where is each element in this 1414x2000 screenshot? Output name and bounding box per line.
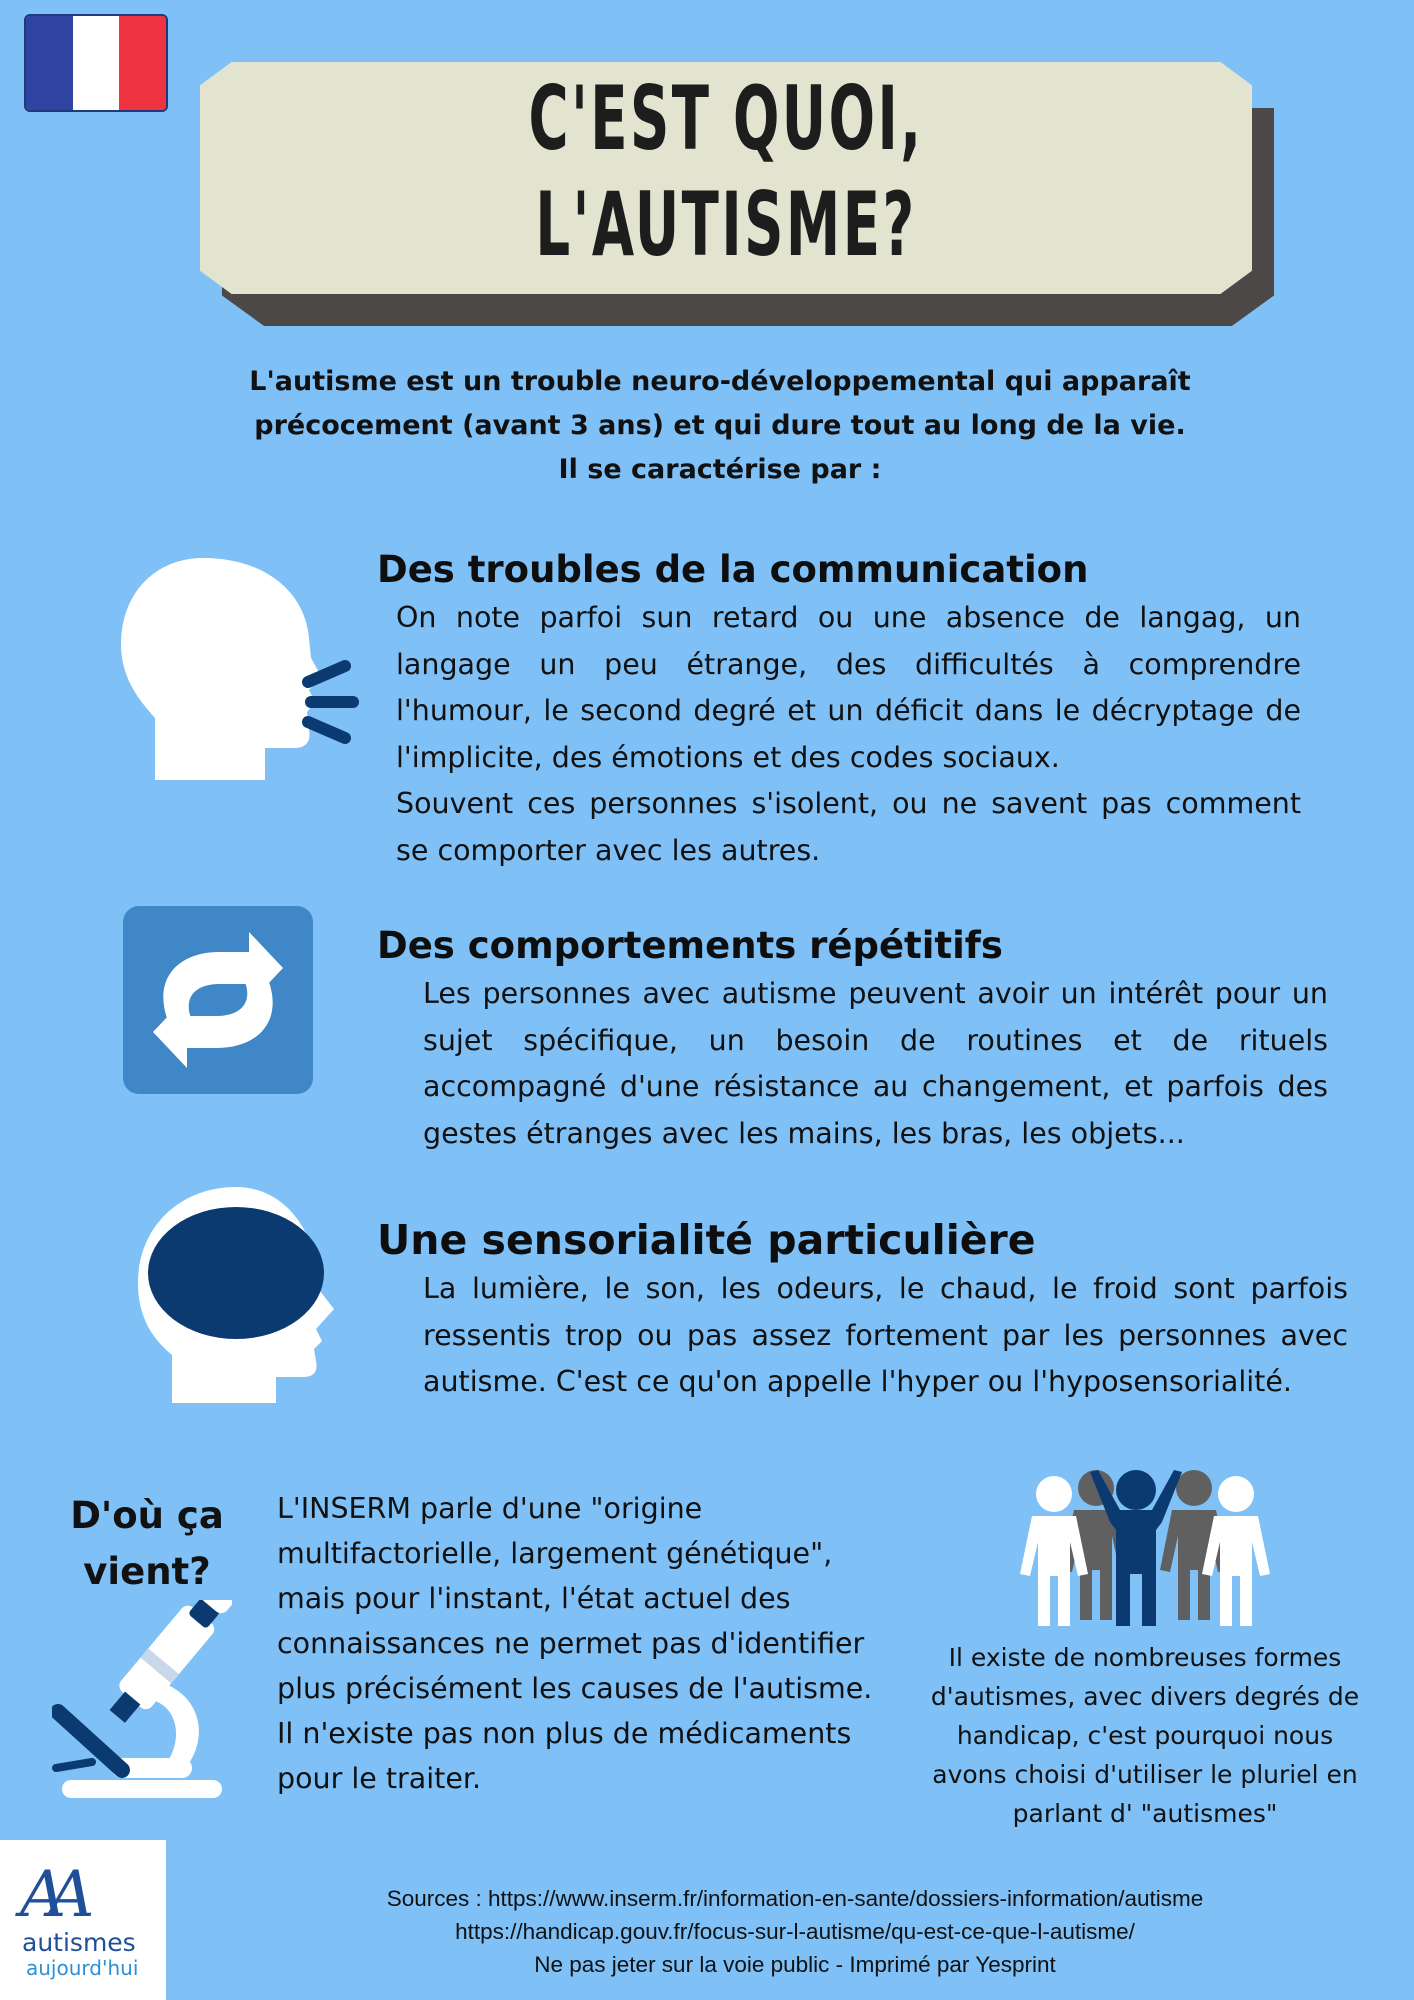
french-flag-icon [24, 14, 168, 112]
page-title [400, 66, 1052, 278]
section-heading-sensoriality: Une sensorialité particulière [377, 1216, 1036, 1264]
repeat-icon [123, 906, 313, 1094]
intro-line-3: Il se caractérise par : [558, 454, 882, 485]
title-line-1: C'EST QUOI, [528, 67, 924, 170]
section-text-sensoriality [423, 1266, 1348, 1406]
paragraph: On note parfoi sun retard ou une absence de langag, un langage un peu étrange, des difficultés à comprendre l'humour, le second degré et un déficit dans le décryptage de l'implicite, des émotions et des codes sociaux. [396, 601, 1301, 774]
title-line-2: L'AUTISME? [535, 173, 917, 276]
intro-text [220, 360, 1220, 492]
origin-title-line-2: vient? [83, 1550, 211, 1593]
paragraph: L'INSERM parle d'une "origine multifactorielle, largement génétique", mais pour l'instant, l'état actuel des connaissances ne permet pas d'identifier plus précisément les causes de l'autisme. [277, 1492, 873, 1705]
section-heading-communication: Des troubles de la communication [377, 548, 1089, 591]
head-brain-icon [136, 1183, 336, 1403]
paragraph: La lumière, le son, les odeurs, le chaud, le froid sont parfois ressentis trop ou pas assez fortement par les personnes avec autisme. C'est ce qu'on appelle l'hyper ou l'hyposensorialité. [423, 1272, 1348, 1398]
logo-text-line-2: aujourd'hui [26, 1956, 139, 1980]
section-text-communication [396, 595, 1301, 874]
logo-text-line-1: autismes [22, 1928, 136, 1957]
intro-line-1: L'autisme est un trouble neuro-développemental qui apparaît [249, 366, 1191, 397]
intro-line-2: précocement (avant 3 ans) et qui dure tout au long de la vie. [254, 410, 1186, 441]
sources-footer [290, 1882, 1300, 1981]
section-heading-behaviors: Des comportements répétitifs [377, 924, 1003, 967]
source-line-2: https://handicap.gouv.fr/focus-sur-l-autisme/qu-est-ce-que-l-autisme/ [455, 1919, 1135, 1944]
paragraph: Les personnes avec autisme peuvent avoir un intérêt pour un sujet spécifique, un besoin de routines et de rituels accompagné d'une résistance au changement, et parfois des gestes étranges avec les mains, les bras, les objets... [423, 977, 1328, 1150]
paragraph: Souvent ces personnes s'isolent, ou ne savent pas comment se comporter avec les autres. [396, 787, 1301, 867]
paragraph: Il n'existe pas non plus de médicaments pour le traiter. [277, 1717, 852, 1795]
speaking-head-icon [115, 552, 365, 787]
autismes-aujourdhui-logo: AA [20, 1858, 77, 1932]
footer-note: Ne pas jeter sur la voie public - Imprimé par Yesprint [534, 1952, 1056, 1977]
microscope-icon [52, 1600, 232, 1800]
plural-note: Il existe de nombreuses formes d'autismes, avec divers degrés de handicap, c'est pourquoi nous avons choisi d'utiliser le pluriel en parlant d' "autismes" [930, 1643, 1360, 1828]
people-group-icon [1016, 1470, 1274, 1630]
origin-title [52, 1488, 242, 1600]
source-line-1: Sources : https://www.inserm.fr/information-en-sante/dossiers-information/autisme [386, 1886, 1204, 1911]
origin-text [277, 1486, 877, 1801]
section-text-behaviors [423, 971, 1328, 1157]
origin-title-line-1: D'où ça [70, 1494, 224, 1537]
